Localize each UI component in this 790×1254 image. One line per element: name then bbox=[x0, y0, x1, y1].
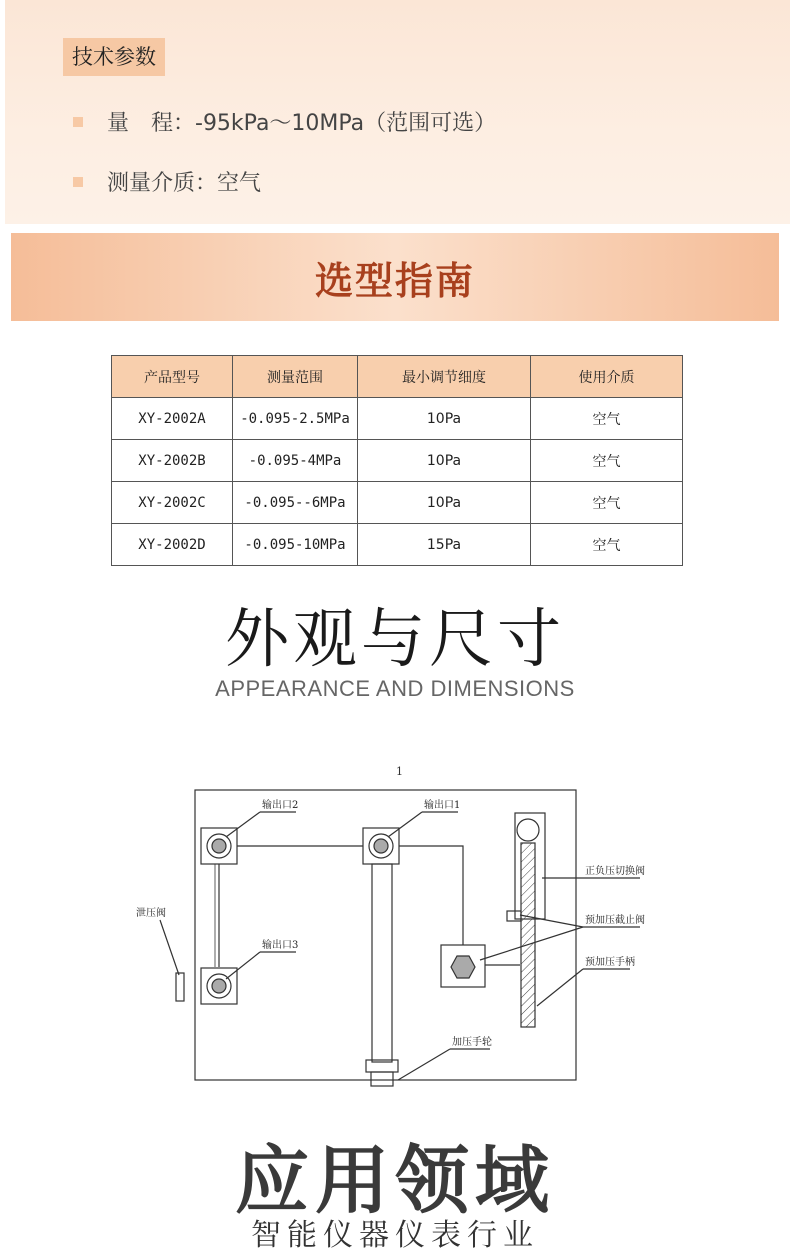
label-switch: 正负压切换阀 bbox=[585, 866, 645, 877]
table-row bbox=[112, 482, 683, 524]
param-medium bbox=[73, 166, 261, 197]
bullet-icon bbox=[73, 117, 83, 127]
handwheel-stub bbox=[371, 1072, 393, 1086]
cell-model: XY-2002C bbox=[112, 482, 233, 524]
application-subtitle: 智能仪器仪表行业 bbox=[251, 1218, 539, 1253]
cell-medium: 空气 bbox=[531, 398, 683, 440]
header-medium: 使用介质 bbox=[531, 356, 683, 398]
cell-resolution: 10Pa bbox=[358, 398, 531, 440]
bullet-icon bbox=[73, 177, 83, 187]
cell-range: -0.095-4MPa bbox=[233, 440, 358, 482]
label-cutoff: 预加压截止阀 bbox=[585, 915, 645, 926]
label-out2: 输出口2 bbox=[262, 800, 299, 811]
selection-guide-banner bbox=[11, 233, 779, 321]
cell-range: -0.095-2.5MPa bbox=[233, 398, 358, 440]
dimension-diagram bbox=[0, 755, 790, 1100]
base-plate bbox=[195, 790, 576, 1080]
param-medium-text: 测量介质：空气 bbox=[107, 171, 262, 196]
label-handle: 预加压手柄 bbox=[585, 957, 635, 968]
header-range: 测量范围 bbox=[233, 356, 358, 398]
label-out1: 输出口1 bbox=[424, 800, 461, 811]
cutoff-valve bbox=[441, 945, 485, 987]
label-wheel: 加压手轮 bbox=[452, 1037, 492, 1048]
relief-valve bbox=[176, 973, 184, 1001]
cell-model: XY-2002D bbox=[112, 524, 233, 566]
param-range-text: 量 程：-95kPa～10MPa（范围可选） bbox=[107, 111, 497, 136]
label-out3: 输出口3 bbox=[262, 940, 299, 951]
cell-medium: 空气 bbox=[531, 482, 683, 524]
cell-model: XY-2002B bbox=[112, 440, 233, 482]
diagram-top-label: 1 bbox=[396, 765, 403, 778]
cell-model: XY-2002A bbox=[112, 398, 233, 440]
table-header-row bbox=[112, 356, 683, 398]
cell-resolution: 15Pa bbox=[358, 524, 531, 566]
header-model: 产品型号 bbox=[112, 356, 233, 398]
cell-range: -0.095--6MPa bbox=[233, 482, 358, 524]
param-range bbox=[73, 106, 496, 137]
selection-guide-title: 选型指南 bbox=[314, 259, 475, 303]
cell-resolution: 10Pa bbox=[358, 440, 531, 482]
out3-fitting bbox=[201, 968, 237, 1004]
appearance-subtitle: APPEARANCE AND DIMENSIONS bbox=[215, 676, 575, 701]
table-row bbox=[112, 440, 683, 482]
header-resolution: 最小调节细度 bbox=[358, 356, 531, 398]
application-title: 应用领域 bbox=[235, 1138, 555, 1224]
cell-resolution: 10Pa bbox=[358, 482, 531, 524]
appearance-title: 外观与尺寸 bbox=[225, 603, 565, 677]
cell-medium: 空气 bbox=[531, 524, 683, 566]
cell-range: -0.095-10MPa bbox=[233, 524, 358, 566]
table-row bbox=[112, 524, 683, 566]
table-row bbox=[112, 398, 683, 440]
cell-medium: 空气 bbox=[531, 440, 683, 482]
label-relief: 泄压阀 bbox=[136, 908, 166, 919]
pressure-rod bbox=[372, 864, 392, 1062]
tech-params-tag: 技术参数 bbox=[63, 38, 165, 76]
model-spec-table bbox=[111, 355, 683, 566]
